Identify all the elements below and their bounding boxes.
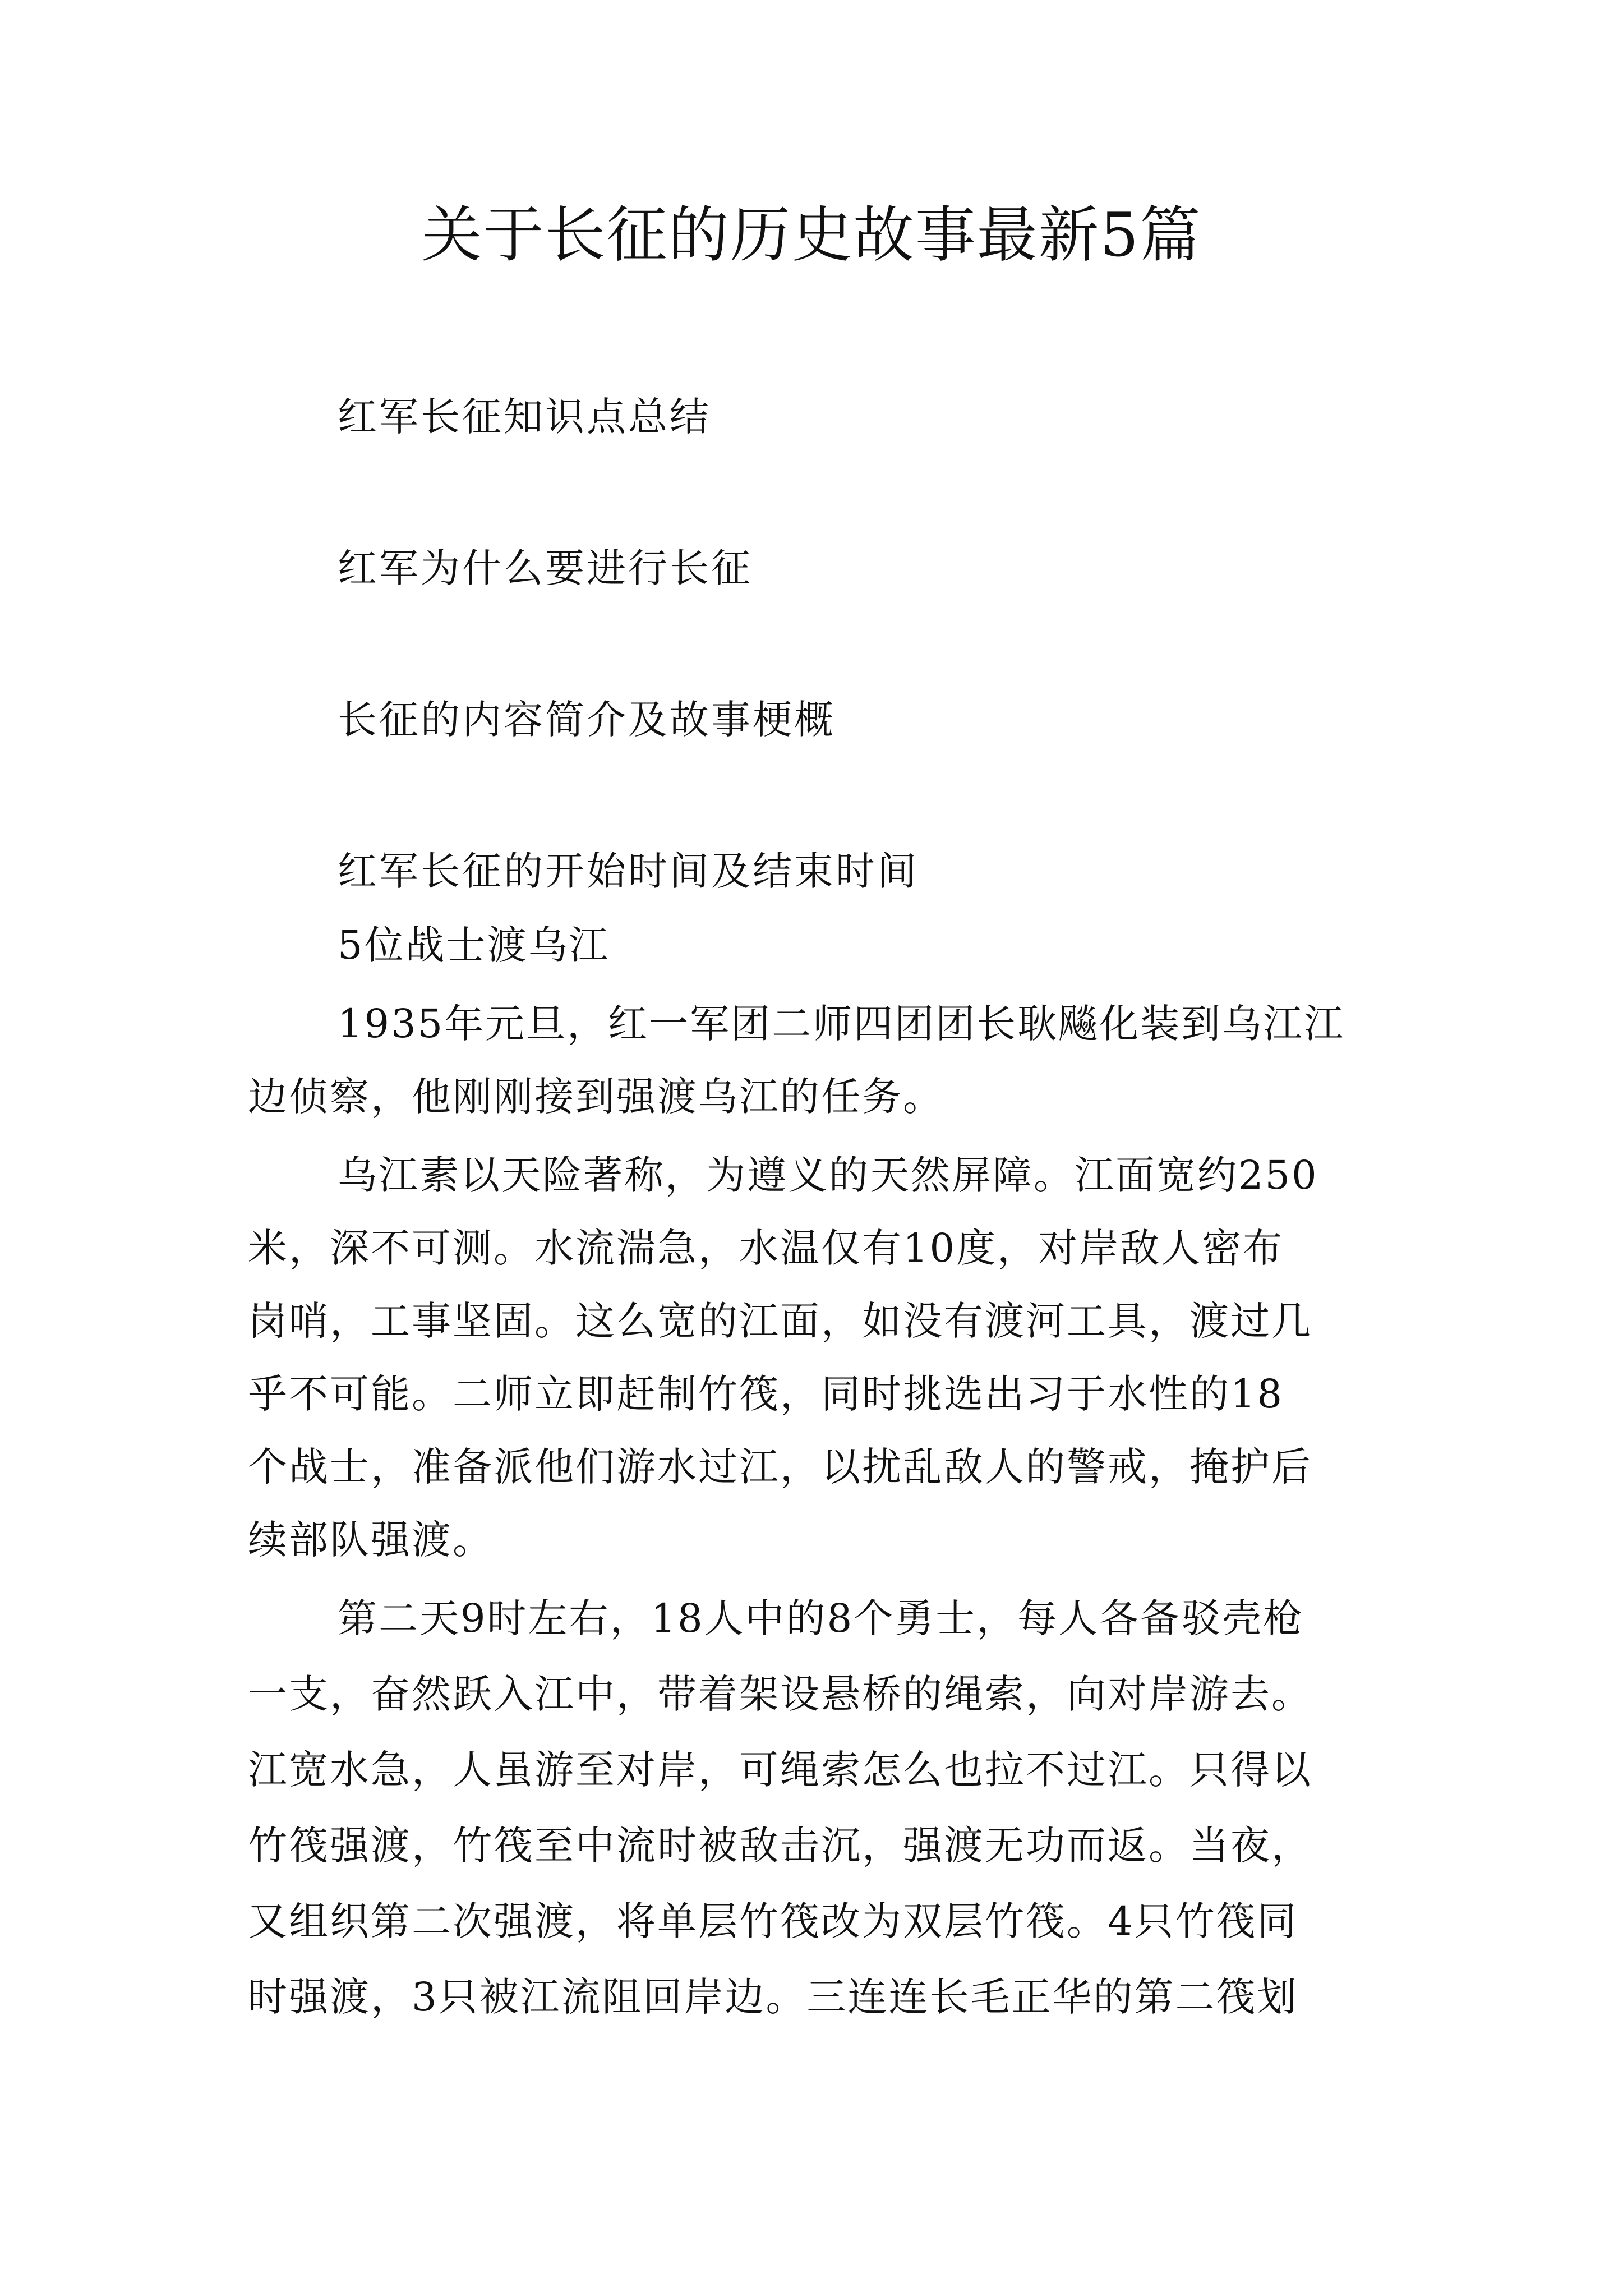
toc-item-3: 长征的内容简介及故事梗概 bbox=[338, 697, 836, 743]
paragraph-2-line-3: 岗哨，工事坚固。这么宽的江面，如没有渡河工具，渡过几 bbox=[248, 1298, 1312, 1344]
paragraph-3-line-3: 江宽水急，人虽游至对岸，可绳索怎么也拉不过江。只得以 bbox=[248, 1747, 1312, 1793]
toc-item-1: 红军长征知识点总结 bbox=[338, 394, 711, 440]
paragraph-2-line-2: 米，深不可测。水流湍急，水温仅有10度，对岸敌人密布 bbox=[248, 1225, 1284, 1271]
paragraph-3-line-1: 第二天9时左右，18人中的8个勇士，每人各备驳壳枪 bbox=[338, 1595, 1304, 1641]
paragraph-1-line-2: 边侦察，他刚刚接到强渡乌江的任务。 bbox=[248, 1074, 944, 1120]
paragraph-2-line-1: 乌江素以天险著称，为遵义的天然屏障。江面宽约250 bbox=[338, 1152, 1318, 1198]
toc-item-4: 红军长征的开始时间及结束时间 bbox=[338, 848, 919, 894]
paragraph-2-line-4: 乎不可能。二师立即赶制竹筏，同时挑选出习于水性的18 bbox=[248, 1371, 1284, 1417]
paragraph-2-line-6: 续部队强渡。 bbox=[248, 1517, 494, 1563]
paragraph-3-line-6: 时强渡，3只被江流阻回岸边。三连连长毛正华的第二筏划 bbox=[248, 1974, 1298, 2020]
paragraph-2-line-5: 个战士，准备派他们游水过江，以扰乱敌人的警戒，掩护后 bbox=[248, 1444, 1312, 1490]
section-heading: 5位战士渡乌江 bbox=[338, 922, 610, 968]
toc-item-2: 红军为什么要进行长征 bbox=[338, 545, 753, 591]
paragraph-1-line-1: 1935年元旦，红一军团二师四团团长耿飚化装到乌江江 bbox=[338, 1001, 1345, 1047]
paragraph-3-line-2: 一支，奋然跃入江中，带着架设悬桥的绳索，向对岸游去。 bbox=[248, 1671, 1312, 1717]
paragraph-3-line-4: 竹筏强渡，竹筏至中流时被敌击沉，强渡无功而返。当夜， bbox=[248, 1823, 1312, 1869]
paragraph-3-line-5: 又组织第二次强渡，将单层竹筏改为双层竹筏。4只竹筏同 bbox=[248, 1898, 1298, 1944]
document-title: 关于长征的历史故事最新5篇 bbox=[421, 200, 1202, 270]
